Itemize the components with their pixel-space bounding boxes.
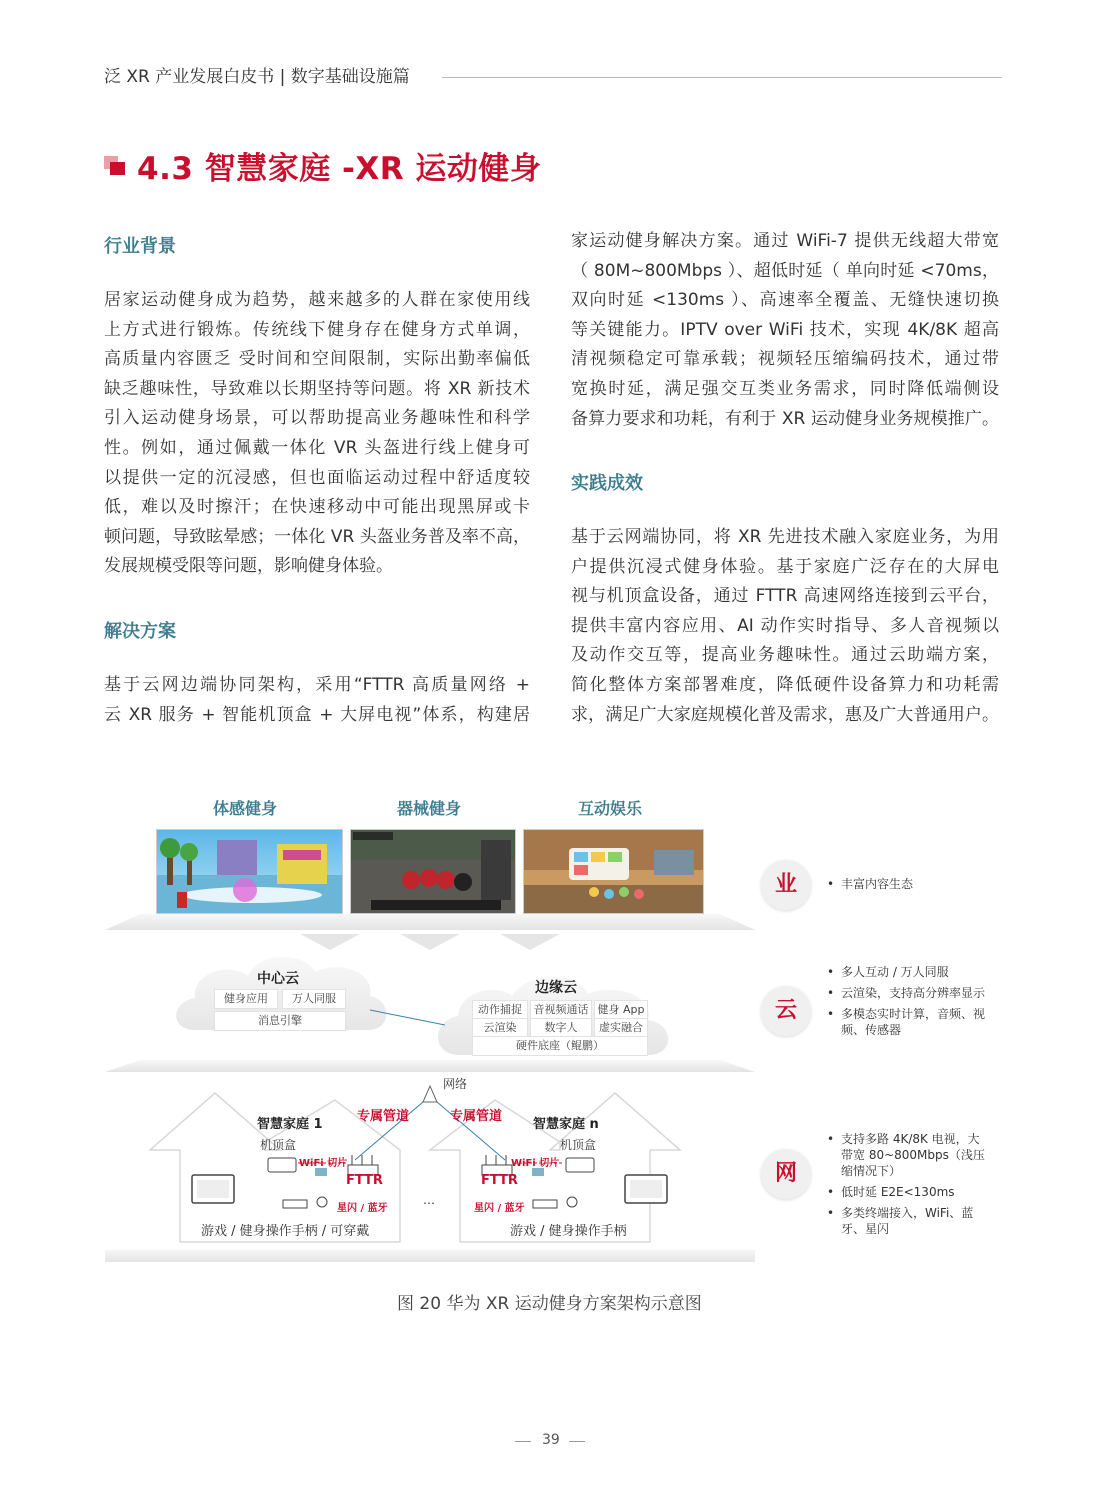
text-line: 简化整体方案部署难度，降低硬件设备算力和功耗需 [571, 674, 999, 695]
text-line: 缺乏趣味性，导致难以长期坚持等问题。将 XR 新技术 [104, 378, 530, 399]
text-line: 求，满足广大家庭规模化普及需求，惠及广大普通用户。 [571, 704, 999, 725]
section-title: 4.3 智慧家庭 -XR 运动健身 [137, 151, 542, 187]
text-line: 基于云网边端协同架构，采用“FTTR 高质量网络 + [104, 675, 530, 695]
home1-title: 智慧家庭 1 [257, 1117, 323, 1132]
bullet-item: • 低时延 E2E<130ms [825, 1184, 990, 1200]
ellipsis: … [423, 1193, 435, 1207]
text-line: 视与机顶盒设备，通过 FTTR 高速网络连接到云平台， [571, 586, 999, 607]
layer-business-bullets [825, 876, 995, 897]
motion-fitness-screenshot [156, 829, 343, 914]
homen-title: 智慧家庭 n [533, 1117, 599, 1132]
text-line: 宽换时延，满足强交互类业务需求，同时降低端侧设 [571, 378, 999, 399]
layer-cloud-bullets [825, 964, 995, 1043]
text-line: 顿问题，导致眩晕感；一体化 VR 头盔业务普及率不高， [104, 526, 530, 547]
layer-network-circle: 网 [761, 1149, 811, 1199]
text-line: 发展规模受限等问题，影响健身体验。 [104, 556, 393, 577]
text-line: 引入运动健身场景，可以帮助提高业务趣味性和科学 [104, 408, 530, 429]
section-square-icon [104, 156, 126, 176]
interactive-entertainment-screenshot [523, 829, 704, 914]
dedicated-pipe-label: 专属管道 [357, 1109, 410, 1124]
center-cloud-box: 健身应用 [214, 989, 278, 1009]
bullet-item: • 多模态实时计算，音频、视频、传感器 [825, 1006, 995, 1038]
homen-stb-label: 机顶盒 [560, 1138, 597, 1152]
bullet-item: • 丰富内容生态 [825, 876, 995, 892]
caption-interactive-entertainment: 互动娱乐 [578, 799, 643, 818]
subheading-solution: 解决方案 [104, 621, 176, 642]
bullet-item: • 云渲染，支持高分辨率显示 [825, 985, 995, 1001]
results-paragraph [571, 523, 999, 730]
text-line: 高质量内容匮乏 受时间和空间限制，实际出勤率偏低 [104, 349, 530, 370]
text-line: 以提供一定的沉浸感，但也面临运动过程中舒适度较 [104, 467, 530, 488]
network-label: 网络 [443, 1077, 468, 1091]
page-number-dash-left [515, 1441, 531, 1442]
text-line: 及动作交互等，提高业务趣味性。通过云助端方案， [571, 645, 999, 666]
text-line: 清视频稳定可靠承载；视频轻压缩编码技术，通过带 [571, 349, 999, 370]
layer-cloud-circle: 云 [761, 986, 811, 1036]
center-cloud-box: 消息引擎 [214, 1011, 346, 1031]
edge-cloud-box: 健身 App [594, 1000, 648, 1020]
homen-bluetooth: 星闪 / 蓝牙 [474, 1203, 525, 1214]
text-line: 性。例如，通过佩戴一体化 VR 头盔进行线上健身可 [104, 437, 530, 458]
architecture-diagram-graphics [100, 910, 760, 1270]
text-line: 户提供沉浸式健身体验。基于家庭广泛存在的大屏电 [571, 556, 999, 577]
text-line: （ 80M~800Mbps ）、超低时延（ 单向时延 <70ms， [571, 260, 999, 281]
text-line: 双向时延 <130ms ）、高速率全覆盖、无缝快速切换 [571, 290, 999, 311]
homen-wifi-slice: WiFi 切片 [511, 1158, 560, 1169]
edge-cloud-box: 动作捕捉 [472, 1000, 528, 1020]
solution-paragraph [104, 671, 530, 730]
page-number: 39 [542, 1432, 560, 1448]
home1-footer: 游戏 / 健身操作手柄 / 可穿戴 [201, 1224, 370, 1239]
center-cloud-box: 万人同服 [282, 989, 346, 1009]
text-line: 基于云网端协同，将 XR 先进技术融入家庭业务，为用 [571, 527, 999, 547]
text-line: 家运动健身解决方案。通过 WiFi-7 提供无线超大带宽 [571, 231, 999, 251]
layer-business-circle: 业 [761, 860, 811, 910]
text-line: 备算力要求和功耗，有利于 XR 运动健身业务规模推广。 [571, 408, 999, 429]
edge-cloud-box: 虚实融合 [594, 1018, 648, 1038]
header-rule [442, 77, 1002, 78]
text-line: 上方式进行锻炼。传统线下健身存在健身方式单调， [104, 319, 530, 340]
text-line: 等关键能力。IPTV over WiFi 技术，实现 4K/8K 超高 [571, 319, 999, 340]
running-header: 泛 XR 产业发展白皮书 | 数字基础设施篇 [104, 67, 410, 87]
text-line: 低，难以及时擦汗；在快速移动中可能出现黑屏或卡 [104, 497, 530, 518]
figure-caption: 图 20 华为 XR 运动健身方案架构示意图 [397, 1294, 702, 1314]
bullet-item: • 多类终端接入，WiFi、蓝牙、星闪 [825, 1205, 990, 1237]
homen-footer: 游戏 / 健身操作手柄 [510, 1224, 627, 1239]
bullet-item: • 支持多路 4K/8K 电视，大带宽 80~800Mbps（浅压缩情况下） [825, 1131, 990, 1179]
edge-cloud-box: 硬件底座（鲲鹏） [472, 1036, 648, 1056]
equipment-fitness-screenshot [350, 829, 516, 914]
home1-bluetooth: 星闪 / 蓝牙 [337, 1203, 388, 1214]
edge-cloud-box: 数字人 [530, 1018, 592, 1038]
caption-motion-fitness: 体感健身 [213, 799, 278, 818]
layer-network-bullets [825, 1131, 990, 1242]
subheading-results: 实践成效 [571, 473, 643, 494]
edge-cloud-box: 云渲染 [472, 1018, 528, 1038]
home1-wifi-slice: WiFi 切片 [299, 1158, 348, 1169]
text-line: 云 XR 服务 + 智能机顶盒 + 大屏电视”体系，构建居 [104, 704, 530, 725]
home1-fttr: FTTR [346, 1173, 383, 1188]
home1-stb-label: 机顶盒 [260, 1138, 297, 1152]
bullet-item: • 多人互动 / 万人同服 [825, 964, 995, 980]
subheading-background: 行业背景 [104, 236, 176, 257]
edge-cloud-box: 音视频通话 [530, 1000, 592, 1020]
dedicated-pipe-label: 专属管道 [450, 1109, 503, 1124]
solution-continued-paragraph [571, 227, 999, 434]
text-line: 提供丰富内容应用、AI 动作实时指导、多人音视频以 [571, 615, 999, 636]
text-line: 居家运动健身成为趋势，越来越多的人群在家使用线 [104, 290, 530, 310]
background-paragraph [104, 286, 530, 582]
caption-equipment-fitness: 器械健身 [397, 799, 462, 818]
center-cloud-label: 中心云 [257, 971, 299, 987]
homen-fttr: FTTR [481, 1173, 518, 1188]
edge-cloud-label: 边缘云 [535, 980, 577, 996]
page-number-dash-right [569, 1441, 585, 1442]
